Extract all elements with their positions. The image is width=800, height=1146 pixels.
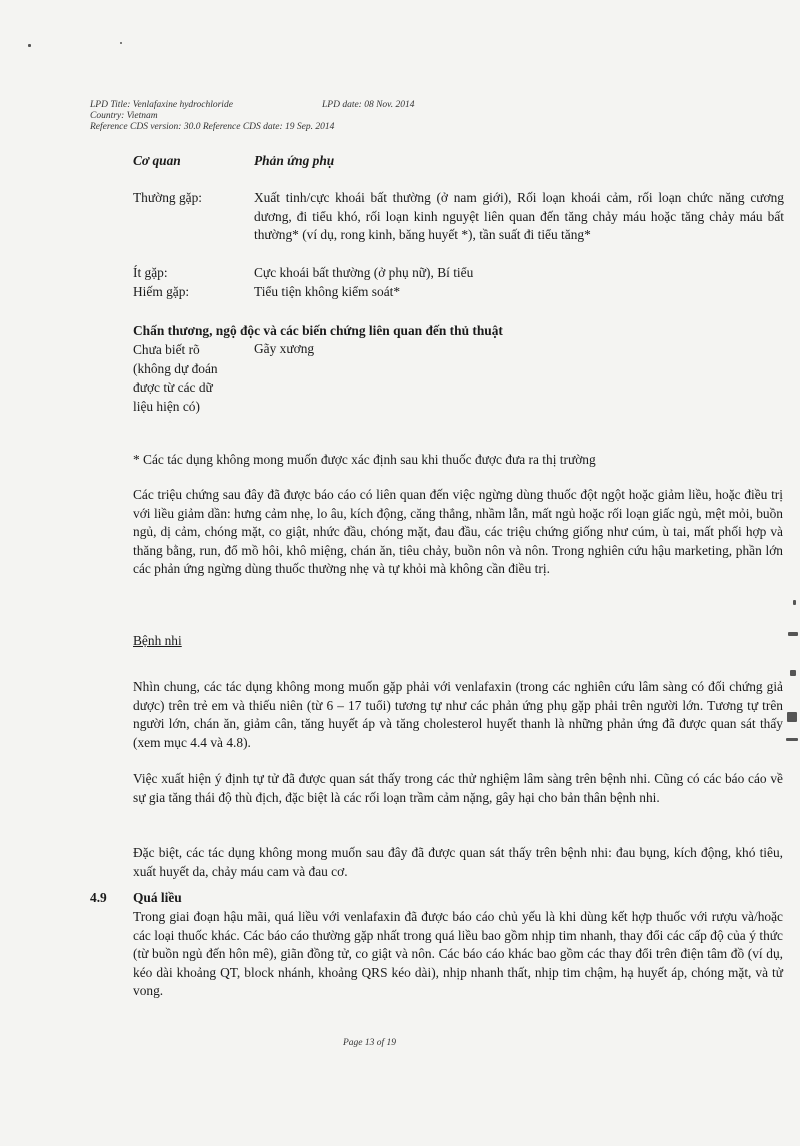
lpd-title: LPD Title: Venlafaxine hydrochloride <box>90 100 233 110</box>
lpd-country: Country: Vietnam <box>90 111 158 121</box>
scan-speck <box>788 632 798 636</box>
pediatric-paragraph-1: Nhìn chung, các tác dụng không mong muốn gặp phải với venlafaxin (trong các nghiên cứu lâm sàng có đối chứng giả dược) trên trẻ em và thiếu niên (từ 6 – 17 tuổi) tương tự như các phản ứng phụ gặp phải trên người lớn. Tương tự trên người lớn, chán ăn, giảm cân, tăng huyết áp và tăng cholesterol huyết thanh là những phản ứng đã được quan sát thấy (xem mục 4.4 và 4.8). <box>133 679 783 750</box>
overdose-paragraph: Trong giai đoạn hậu mãi, quá liều với venlafaxin đã được báo cáo chủ yếu là khi dùng kết hợp thuốc với rượu và/hoặc các loại thuốc khác. Các báo cáo thường gặp nhất trong quá liều bao gồm nhịp tim nhanh, thay đổi các cấp độ của ý thức (từ buồn ngủ đến hôn mê), giãn đồng tử, co giật và nôn. Các báo cáo khác bao gồm các thay đổi trên điện tâm đồ (ví dụ, kéo dài khoảng QT, block nhánh, khoảng QRS kéo dài), nhịp nhanh thất, nhịp tim chậm, hạ huyết áp, chóng mặt, và tử vong. <box>133 909 783 998</box>
reaction-uncommon: Cực khoái bất thường (ở phụ nữ), Bí tiểu <box>254 265 474 280</box>
page-number: Page 13 of 19 <box>343 1038 397 1048</box>
document-header <box>90 100 510 133</box>
withdrawal-paragraph: Các triệu chứng sau đây đã được báo cáo có liên quan đến việc ngừng dùng thuốc đột ngột hoặc giảm liều, hoặc điều trị với liều giảm dần: hưng cảm nhẹ, lo âu, kích động, căng thẳng, nhầm lẫn, mất ngủ hoặc rối loạn giấc ngủ, mệt mỏi, buồn ngủ, dị cảm, chóng mặt, co giật, nhức đầu, chóng mặt, đau đầu, các triệu chứng giống như cúm, ù tai, mất phối hợp và thăng bằng, run, đổ mồ hôi, khô miệng, chán ăn, tiêu chảy, buồn nôn và nôn. Trong nghiên cứu hậu marketing, phần lớn các phản ứng ngừng dùng thuốc thường nhẹ và tự khỏi mà không cần điều trị. <box>133 487 783 576</box>
injury-frequency-line: được từ các dữ <box>133 380 213 395</box>
frequency-common: Thường gặp: <box>133 190 203 205</box>
injury-reaction: Gãy xương <box>254 341 315 356</box>
frequency-rare: Hiếm gặp: <box>133 284 190 299</box>
reaction-common: Xuất tinh/cực khoái bất thường (ở nam giới), Rối loạn khoái cảm, rối loạn chức năng cương dương, đi tiểu khó, rối loạn kinh nguyệt liên quan đến tăng chảy máu hoặc tăng chảy máu bất thường* (ví dụ, rong kinh, băng huyết *), tần suất đi tiểu tăng* <box>254 190 784 242</box>
scan-speck <box>120 42 122 44</box>
column-heading-reaction: Phản ứng phụ <box>254 153 335 168</box>
scan-speck <box>28 44 31 47</box>
column-heading-organ: Cơ quan <box>133 153 181 168</box>
injury-frequency-line: Chưa biết rõ <box>133 342 200 357</box>
frequency-uncommon: Ít gặp: <box>133 265 168 280</box>
injury-frequency-line: (không dự đoán <box>133 361 218 376</box>
pediatric-heading: Bệnh nhi <box>133 633 182 648</box>
scan-speck <box>793 600 796 605</box>
postmarketing-footnote: * Các tác dụng không mong muốn được xác định sau khi thuốc được đưa ra thị trường <box>133 452 596 467</box>
injury-heading: Chấn thương, ngộ độc và các biến chứng liên quan đến thủ thuật <box>133 323 503 338</box>
scan-speck <box>786 738 798 741</box>
section-number: 4.9 <box>90 890 107 905</box>
injury-frequency <box>133 340 218 416</box>
pediatric-paragraph-2: Việc xuất hiện ý định tự tử đã được quan sát thấy trong các thử nghiệm lâm sàng trên bệnh nhi. Cũng có các báo cáo về sự gia tăng thái độ thù địch, đặc biệt là các rối loạn trầm cảm nặng, gây hại cho bản thân bệnh nhi. <box>133 771 783 805</box>
reaction-rare: Tiểu tiện không kiểm soát* <box>254 284 401 299</box>
overdose-heading: Quá liều <box>133 890 182 905</box>
reference-cds: Reference CDS version: 30.0 Reference CDS date: 19 Sep. 2014 <box>90 122 335 132</box>
scan-speck <box>787 712 797 722</box>
injury-frequency-line: liệu hiện có) <box>133 399 200 414</box>
pediatric-paragraph-3: Đặc biệt, các tác dụng không mong muốn sau đây đã được quan sát thấy trên bệnh nhi: đau bụng, kích động, khó tiêu, xuất huyết da, chảy máu cam và đau cơ. <box>133 845 783 879</box>
scan-speck <box>790 670 796 676</box>
lpd-date: LPD date: 08 Nov. 2014 <box>322 100 415 110</box>
